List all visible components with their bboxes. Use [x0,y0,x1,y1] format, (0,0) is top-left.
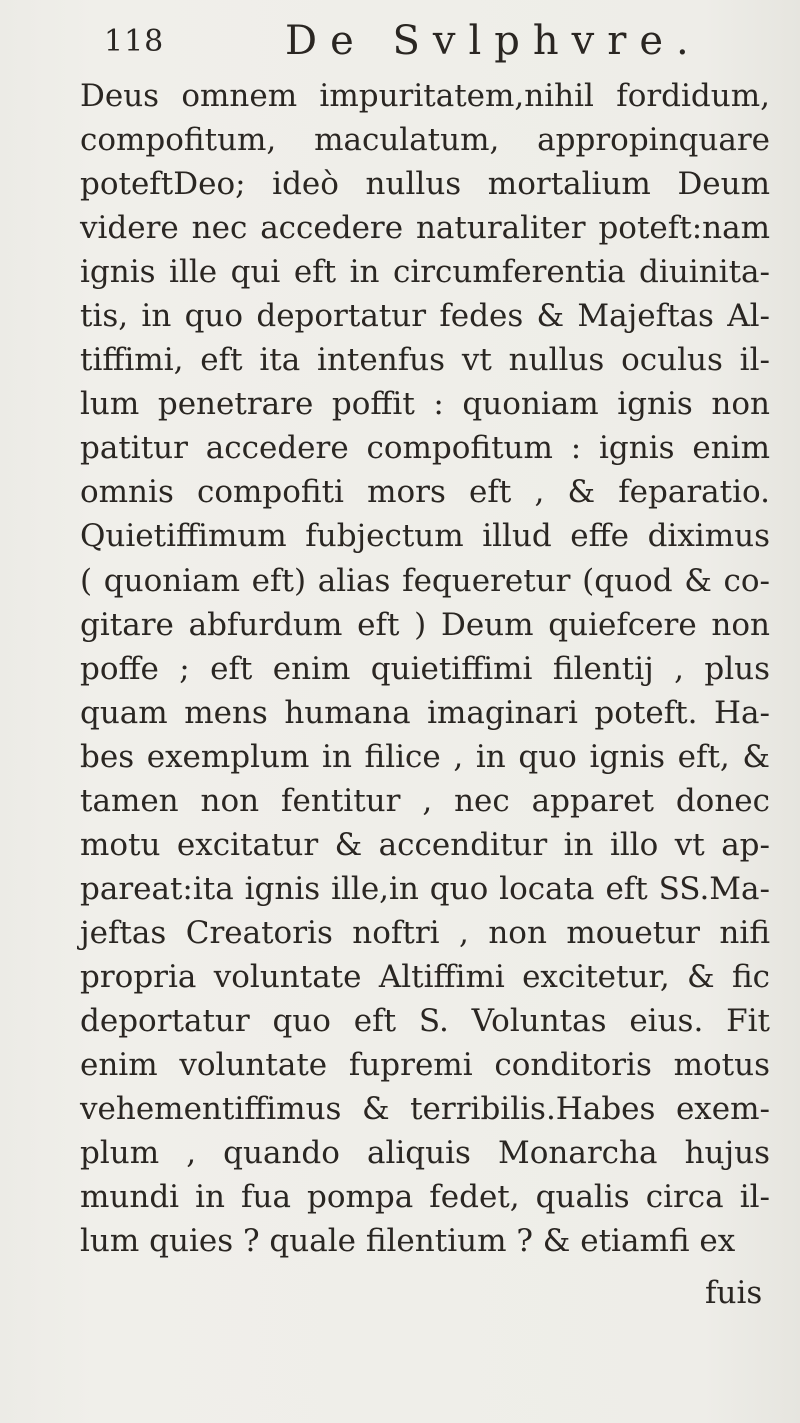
text-line: bes exemplum in filice , in quo ignis eft, & [80,738,770,775]
text-line: mundi in fua pompa fedet, qualis circa il- [80,1179,770,1216]
text-line: jeftas Creatoris noftri , non mouetur nifi [80,914,770,951]
text-line: ( quoniam eft) alias fequeretur (quod & co- [80,562,770,599]
body-text [80,74,770,1263]
text-line: ignis ille qui eft in circumferentia diuinita- [80,254,770,291]
text-line: deportatur quo eft S. Voluntas eius. Fit [80,1002,770,1039]
text-line: gitare abfurdum eft ) Deum quiefcere non [80,606,770,643]
text-line: plum , quando aliquis Monarcha hujus [80,1135,770,1172]
text-line: motu excitatur & accenditur in illo vt ap- [80,826,770,863]
text-line: tis, in quo deportatur fedes & Majeftas Al- [80,298,770,335]
text-line: tamen non fentitur , nec apparet donec [80,782,770,819]
catchword: fuis [705,1275,763,1311]
text-line: patitur accedere compofitum : ignis enim [80,430,770,467]
text-line: poffe ; eft enim quietiffimi filentij , plus [80,650,770,687]
text-line: tiffimi, eft ita intenfus vt nullus oculus il- [80,342,770,379]
text-line: omnis compofiti mors eft , & feparatio. [80,474,770,511]
text-line: Deus omnem impuritatem,nihil fordidum, [80,78,770,114]
text-line: compofitum, maculatum, appropinquare [80,122,770,159]
text-line: videre nec accedere naturaliter poteft:nam [80,210,770,247]
text-line: poteftDeo; ideò nullus mortalium Deum [80,166,770,203]
text-line: Quietiffimum fubjectum illud effe diximus [80,518,770,555]
text-line: lum quies ? quale filentium ? & etiamfi ex [80,1223,736,1260]
text-line: enim voluntate fupremi conditoris motus [80,1047,770,1084]
text-line: propria voluntate Altiffimi excitetur, & fic [80,958,770,995]
text-line: vehementiffimus & terribilis.Habes exem- [80,1091,770,1128]
text-line: lum penetrare poffit : quoniam ignis non [80,386,770,423]
running-head: De Svlphvre. [285,18,702,64]
text-line: quam mens humana imaginari poteft. Ha- [80,694,770,731]
page-number: 118 [104,24,165,59]
text-line: pareat:ita ignis ille,in quo locata eft SS.Ma- [80,870,770,907]
page-header [100,18,740,78]
